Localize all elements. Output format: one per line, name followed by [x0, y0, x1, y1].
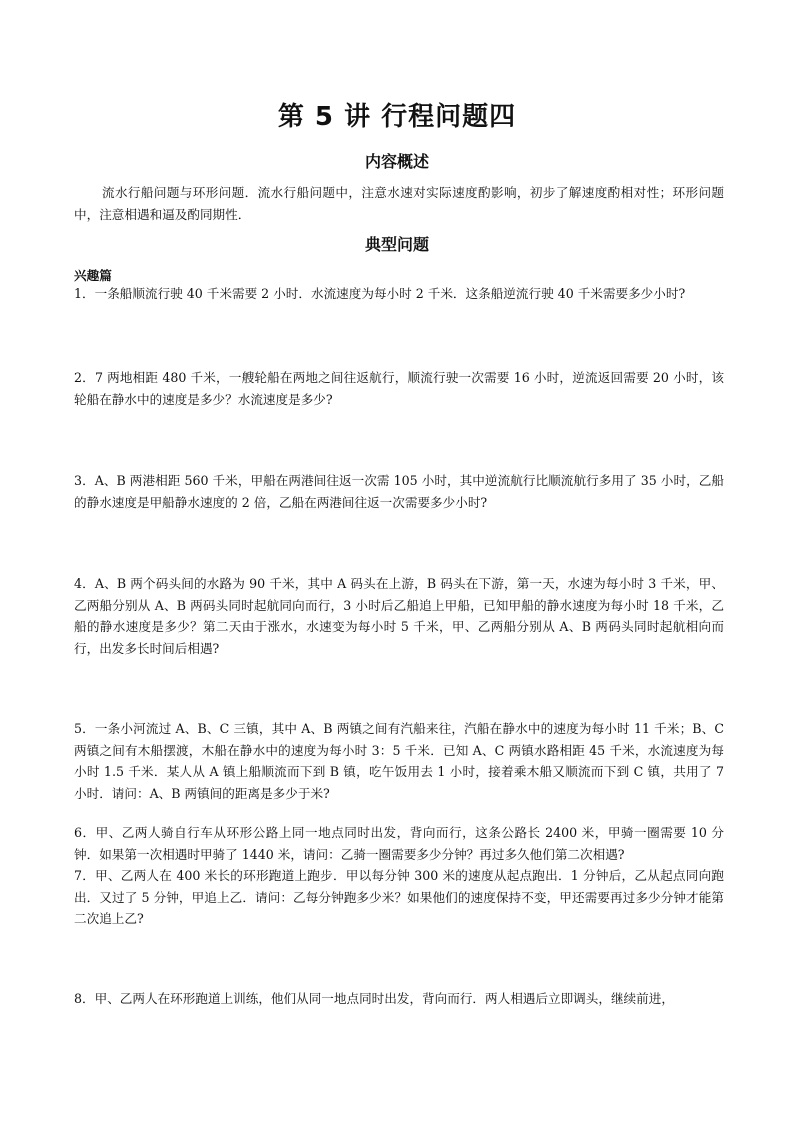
problem-1: 1．一条船顺流行驶 40 千米需要 2 小时．水流速度为每小时 2 千米．这条船逆流行驶 40 千米需要多少小时?	[74, 286, 686, 301]
problem-5: 5．一条小河流过 A、B、C 三镇，其中 A、B 两镇之间有汽船来往，汽船在静水中的速度为每小时 11 千米；B、C 两镇之间有木船摆渡，木船在静水中的速度为每小时 3：5 千米．已知 A、C 两镇水路相距 45 千米，水流速度为每小时 1.5 千米．某人从 A 镇上船顺流而下到 B 镇，吃午饭用去 1 小时，接着乘木船又顺流而下到 C 镇，共用了 7 小时．请问：A、B 两镇间的距离是多少于米?	[74, 721, 724, 801]
overview-paragraph: 流水行船问题与环形问题．流水行船问题中，注意水速对实际速度酌影响，初步了解速度酌相对性；环形问题中，注意相遇和逼及酌同期性．	[74, 185, 724, 222]
problem-4: 4．A、B 两个码头间的水路为 90 千米，其中 A 码头在上游，B 码头在下游，第一天，水速为每小时 3 千米，甲、乙两船分别从 A、B 两码头同时起航同向而行，3 小时后乙船追上甲船，已知甲船的静水速度为每小时 18 千米，乙船的静水速度是多少？第二天由于涨水，水速变为每小时 5 千米，甲、乙两船分别从 A、B 两码头同时起航相向而行，出发多长时间后相遇?	[74, 576, 724, 656]
overview-heading: 内容概述	[364, 152, 429, 171]
problem-3: 3．A、B 两港相距 560 千米，甲船在两港间往返一次需 105 小时，其中逆流航行比顺流航行多用了 35 小时，乙船的静水速度是甲船静水速度的 2 倍，乙船在两港间往返一次需要多少小时?	[74, 473, 724, 510]
problems-heading: 典型问题	[364, 235, 429, 254]
problem-7: 7．甲、乙两人在 400 米长的环形跑道上跑步．甲以每分钟 300 米的速度从起点跑出．1 分钟后，乙从起点同向跑出．又过了 5 分钟，甲追上乙．请问：乙每分钟跑多少米？如果他们的速度保持不变，甲还需要再过多少分钟才能第二次追上乙?	[74, 868, 724, 926]
page-title: 第 5 讲 行程问题四	[277, 102, 517, 132]
problem-6: 6．甲、乙两人骑自行车从环形公路上同一地点同时出发，背向而行，这条公路长 2400 米，甲骑一圈需要 10 分钟．如果第一次相遇时甲骑了 1440 米，请问：乙骑一圈需要多少分钟？再过多久他们第二次相遇?	[74, 825, 724, 862]
problem-2: 2．7 两地相距 480 千米，一艘轮船在两地之间往返航行，顺流行驶一次需要 16 小时，逆流返回需要 20 小时，该轮船在静水中的速度是多少？水流速度是多少?	[74, 370, 724, 407]
problem-8: 8．甲、乙两人在环形跑道上训练，他们从同一地点同时出发，背向而行．两人相遇后立即调头，继续前进，	[74, 991, 674, 1006]
subheading-interest: 兴趣篇	[74, 268, 112, 283]
